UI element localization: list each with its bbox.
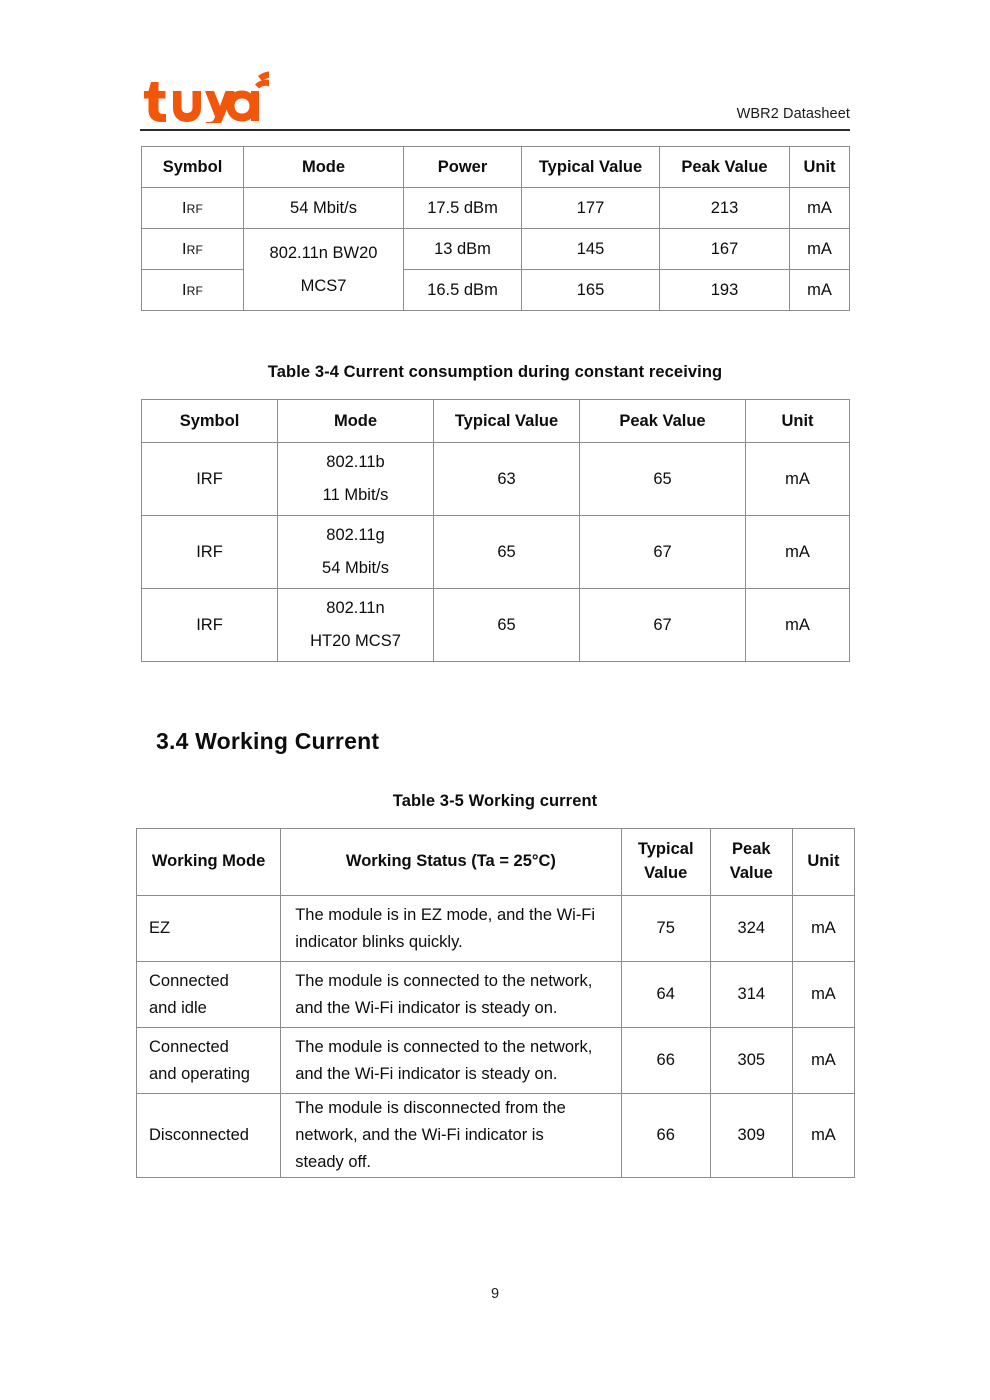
- cell-typical-value: 65: [434, 589, 580, 662]
- cell-peak-value: 309: [710, 1094, 792, 1178]
- cell-mode-line1: 802.11b: [326, 453, 385, 471]
- cell-symbol: IRF: [142, 516, 278, 589]
- table-row: [142, 188, 850, 229]
- column-header-mode: Mode: [244, 147, 404, 188]
- cell-typical-value: 66: [621, 1028, 710, 1094]
- cell-mode-line2: and operating: [149, 1064, 250, 1083]
- cell-mode-line2: 54 Mbit/s: [322, 559, 389, 577]
- cell-typical-value: 177: [522, 188, 660, 229]
- cell-typical-value: 75: [621, 896, 710, 962]
- column-header-mode: Mode: [278, 400, 434, 443]
- table-header-row: [137, 829, 855, 896]
- tuya-logo: [144, 68, 269, 126]
- table-working-current: [136, 828, 855, 1178]
- cell-working-status: [281, 1094, 621, 1178]
- cell-mode-merged: [244, 229, 404, 311]
- cell-symbol: [142, 188, 244, 229]
- cell-working-mode: [137, 962, 281, 1028]
- cell-mode: [278, 516, 434, 589]
- cell-mode-line1: Connected: [149, 1038, 229, 1057]
- cell-status-line3: steady off.: [295, 1152, 372, 1171]
- column-header-unit: Unit: [746, 400, 850, 443]
- column-header-symbol: Symbol: [142, 147, 244, 188]
- cell-typical-value: 64: [621, 962, 710, 1028]
- column-header-symbol: Symbol: [142, 400, 278, 443]
- cell-unit: mA: [792, 962, 854, 1028]
- table-header-row: [142, 400, 850, 443]
- column-header-working-mode: Working Mode: [137, 829, 281, 896]
- cell-unit: mA: [746, 589, 850, 662]
- cell-mode-line2: and idle: [149, 998, 207, 1017]
- cell-status-line1: The module is disconnected from the: [295, 1099, 566, 1118]
- column-header-working-status: Working Status (Ta = 25°C): [281, 829, 621, 896]
- cell-status-line2: and the Wi-Fi indicator is steady on.: [295, 1064, 558, 1083]
- cell-mode-line2: HT20 MCS7: [310, 632, 401, 650]
- table-receive-current: [141, 399, 850, 662]
- column-header-peak-value: Peak Value: [660, 147, 790, 188]
- column-header-typical-line2: Value: [644, 864, 688, 882]
- column-header-typical-value: [621, 829, 710, 896]
- cell-unit: mA: [746, 516, 850, 589]
- cell-mode-line2: 11 Mbit/s: [322, 486, 389, 504]
- cell-status-line2: network, and the Wi-Fi indicator is: [295, 1126, 544, 1145]
- cell-unit: mA: [792, 1028, 854, 1094]
- cell-mode-line1: 802.11g: [326, 526, 385, 544]
- column-header-typical-value: Typical Value: [522, 147, 660, 188]
- symbol-main: I: [181, 199, 187, 217]
- symbol-main: I: [181, 281, 187, 299]
- cell-unit: mA: [792, 1094, 854, 1178]
- cell-mode-line1: 802.11n: [326, 599, 385, 617]
- table-header-row: [142, 147, 850, 188]
- cell-working-mode: EZ: [137, 896, 281, 962]
- page-header: [140, 62, 850, 130]
- column-header-peak-value: [710, 829, 792, 896]
- symbol-subscript: RF: [186, 283, 204, 298]
- cell-mode-line2: MCS7: [300, 276, 347, 295]
- cell-peak-value: 67: [580, 589, 746, 662]
- header-document-title: WBR2 Datasheet: [736, 106, 850, 122]
- cell-mode-line1: Connected: [149, 972, 229, 991]
- table-caption-3-5: Table 3-5 Working current: [392, 792, 598, 810]
- cell-symbol: IRF: [142, 589, 278, 662]
- cell-status-line2: and the Wi-Fi indicator is steady on.: [295, 998, 558, 1017]
- column-header-unit: Unit: [790, 147, 850, 188]
- column-header-peak-line2: Value: [729, 864, 773, 882]
- column-header-power: Power: [404, 147, 522, 188]
- cell-power: 13 dBm: [404, 229, 522, 270]
- cell-status-line1: The module is connected to the network,: [295, 971, 593, 990]
- table-row: [137, 1028, 855, 1094]
- cell-mode: [278, 589, 434, 662]
- cell-power: 16.5 dBm: [404, 270, 522, 311]
- cell-working-mode: Disconnected: [137, 1094, 281, 1178]
- cell-peak-value: 65: [580, 443, 746, 516]
- column-header-typical-value: Typical Value: [434, 400, 580, 443]
- cell-peak-value: 213: [660, 188, 790, 229]
- cell-unit: mA: [792, 896, 854, 962]
- table-row: [142, 229, 850, 270]
- column-header-peak-line1: Peak: [732, 840, 771, 859]
- cell-mode: [278, 443, 434, 516]
- cell-power: 17.5 dBm: [404, 188, 522, 229]
- table-transmit-current: [141, 146, 850, 311]
- cell-status-line1: The module is in EZ mode, and the Wi-Fi: [295, 905, 596, 924]
- cell-peak-value: 67: [580, 516, 746, 589]
- cell-status-line2: indicator blinks quickly.: [295, 932, 463, 951]
- table-row: [142, 443, 850, 516]
- cell-mode: 54 Mbit/s: [244, 188, 404, 229]
- cell-mode-line1: 802.11n BW20: [269, 244, 378, 263]
- cell-working-status: [281, 896, 621, 962]
- cell-peak-value: 314: [710, 962, 792, 1028]
- cell-typical-value: 66: [621, 1094, 710, 1178]
- cell-unit: mA: [790, 188, 850, 229]
- column-header-unit: Unit: [792, 829, 854, 896]
- symbol-main: I: [181, 240, 187, 258]
- cell-peak-value: 167: [660, 229, 790, 270]
- cell-peak-value: 324: [710, 896, 792, 962]
- cell-working-status: [281, 962, 621, 1028]
- table-row: [137, 1094, 855, 1178]
- header-divider: [140, 129, 850, 131]
- cell-typical-value: 63: [434, 443, 580, 516]
- cell-typical-value: 165: [522, 270, 660, 311]
- cell-working-status: [281, 1028, 621, 1094]
- cell-symbol: IRF: [142, 443, 278, 516]
- table-caption-3-4: Table 3-4 Current consumption during constant receiving: [267, 363, 723, 381]
- table-row: [137, 896, 855, 962]
- table-row: [142, 516, 850, 589]
- symbol-subscript: RF: [186, 201, 204, 216]
- cell-unit: mA: [746, 443, 850, 516]
- table-row: [137, 962, 855, 1028]
- cell-peak-value: 193: [660, 270, 790, 311]
- cell-unit: mA: [790, 270, 850, 311]
- cell-peak-value: 305: [710, 1028, 792, 1094]
- page-number: 9: [490, 1286, 500, 1302]
- table-row: [142, 589, 850, 662]
- column-header-peak-value: Peak Value: [580, 400, 746, 443]
- cell-working-mode: [137, 1028, 281, 1094]
- cell-symbol: [142, 229, 244, 270]
- cell-symbol: [142, 270, 244, 311]
- cell-typical-value: 65: [434, 516, 580, 589]
- cell-status-line1: The module is connected to the network,: [295, 1037, 593, 1056]
- column-header-typical-line1: Typical: [637, 840, 694, 859]
- cell-typical-value: 145: [522, 229, 660, 270]
- symbol-subscript: RF: [186, 242, 204, 257]
- section-heading-working-current: 3.4 Working Current: [156, 728, 380, 754]
- cell-unit: mA: [790, 229, 850, 270]
